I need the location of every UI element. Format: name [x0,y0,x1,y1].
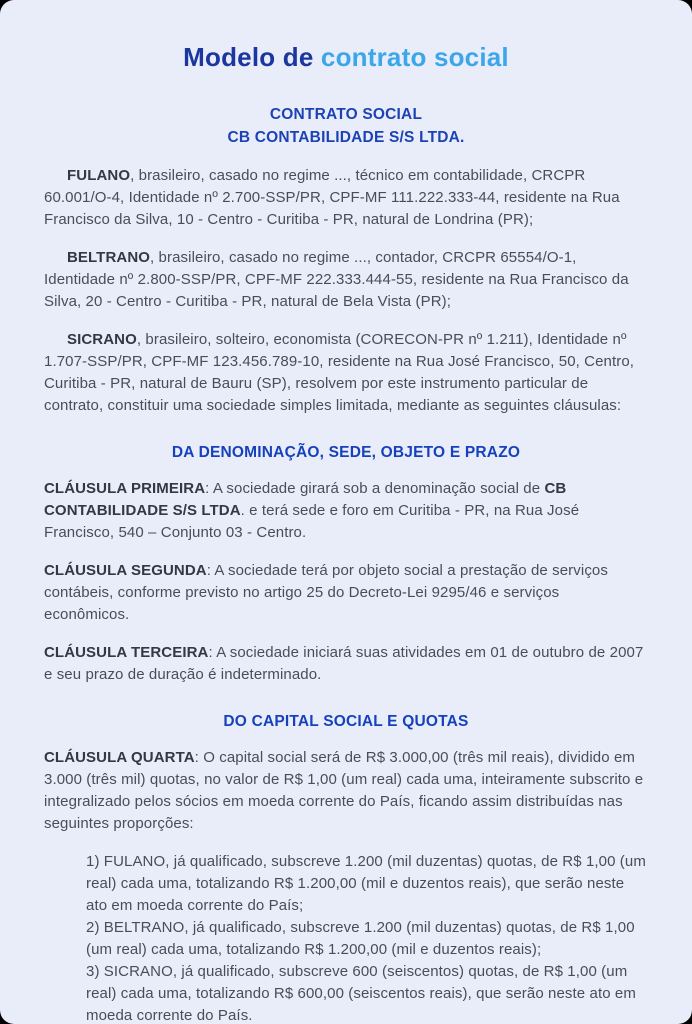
clause-primeira-text: : A sociedade girará sob a denominação social de [205,480,545,497]
clause-primeira [44,478,648,544]
quota-item-fulano: 1) FULANO, já qualificado, subscreve 1.200 (mil duzentas) quotas, de R$ 1,00 (um real) cada uma, totalizando R$ 1.200,00 (mil e duzentos reais), que serão neste ato em moeda corrente do País; [86,853,646,914]
page-title [44,42,648,73]
document-heading [44,103,648,149]
section-heading-denomination: DA DENOMINAÇÃO, SEDE, OBJETO E PRAZO [171,444,521,461]
partner-details-fulano: , brasileiro, casado no regime ..., técnico em contabilidade, CRCPR 60.001/O-4, Identidade nº 2.700-SSP/PR, CPF-MF 111.222.333-44, residente na Rua Francisco da Silva, 10 - Centro - Curitiba - PR, natural de Londrina (PR); [44,167,620,228]
clause-segunda [44,560,648,626]
document-heading-line2: CB CONTABILIDADE S/S LTDA. [227,129,465,146]
clause-quarta-text: : O capital social será de R$ 3.000,00 (três mil reais), dividido em 3.000 (três mil) quotas, no valor de R$ 1,00 (um real) cada uma, inteiramente subscrito e integralizado pelos sócios em moeda corrente do País, ficando assim distribuídas nas seguintes proporções: [44,749,644,832]
clause-quarta [44,747,648,835]
document-heading-line1: CONTRATO SOCIAL [269,106,423,123]
clause-quarta-label: CLÁUSULA QUARTA [44,749,195,766]
partner-paragraph-beltrano [44,247,648,313]
clause-segunda-text: : A sociedade terá por objeto social a prestação de serviços contábeis, conforme previsto no artigo 25 do Decreto-Lei 9295/46 e serviços econômicos. [44,562,608,623]
clause-terceira [44,642,648,686]
clause-terceira-label: CLÁUSULA TERCEIRA [44,644,209,661]
partner-name-fulano: FULANO [67,167,131,184]
quota-item-sicrano: 3) SICRANO, já qualificado, subscreve 600 (seiscentos) quotas, de R$ 1,00 (um real) cada uma, totalizando R$ 600,00 (seiscentos reais), que serão neste ato em moeda corrente do País. [86,963,636,1024]
partner-name-beltrano: BELTRANO [67,249,151,266]
partner-details-sicrano: , brasileiro, solteiro, economista (CORECON-PR nº 1.211), Identidade nº 1.707-SSP/PR, CPF-MF 123.456.789-10, residente na Rua José Francisco, 50, Centro, Curitiba - PR, natural de Bauru (SP), resolvem por este instrumento particular de contrato, constituir uma sociedade simples limitada, mediante as seguintes cláusulas: [44,331,635,414]
clause-primeira-label: CLÁUSULA PRIMEIRA [44,480,206,497]
partner-paragraph-sicrano [44,329,648,417]
section-heading-capital: DO CAPITAL SOCIAL E QUOTAS [223,713,469,730]
page-title-prefix: Modelo de [183,42,321,72]
clause-terceira-text: : A sociedade iniciará suas atividades em 01 de outubro de 2007 e seu prazo de duração é indeterminado. [44,644,644,683]
clause-primeira-text-cont: . e terá sede e foro em Curitiba - PR, na Rua José Francisco, 540 – Conjunto 03 - Centro. [44,502,580,541]
partner-paragraph-fulano [44,165,648,231]
company-name: CB CONTABILIDADE S/S LTDA [44,480,567,519]
page-title-accent: contrato social [320,42,509,72]
partner-details-beltrano: , brasileiro, casado no regime ..., contador, CRCPR 65554/O-1, Identidade nº 2.800-SSP/PR, CPF-MF 222.333.444-55, residente na Rua Francisco da Silva, 20 - Centro - Curitiba - PR, natural de Bela Vista (PR); [44,249,629,310]
clause-segunda-label: CLÁUSULA SEGUNDA [44,562,207,579]
quota-list [44,851,648,1024]
partner-name-sicrano: SICRANO [67,331,137,348]
quota-item-beltrano: 2) BELTRANO, já qualificado, subscreve 1.200 (mil duzentas) quotas, de R$ 1,00 (um real) cada uma, totalizando R$ 1.200,00 (mil e duzentos reais); [86,919,635,958]
